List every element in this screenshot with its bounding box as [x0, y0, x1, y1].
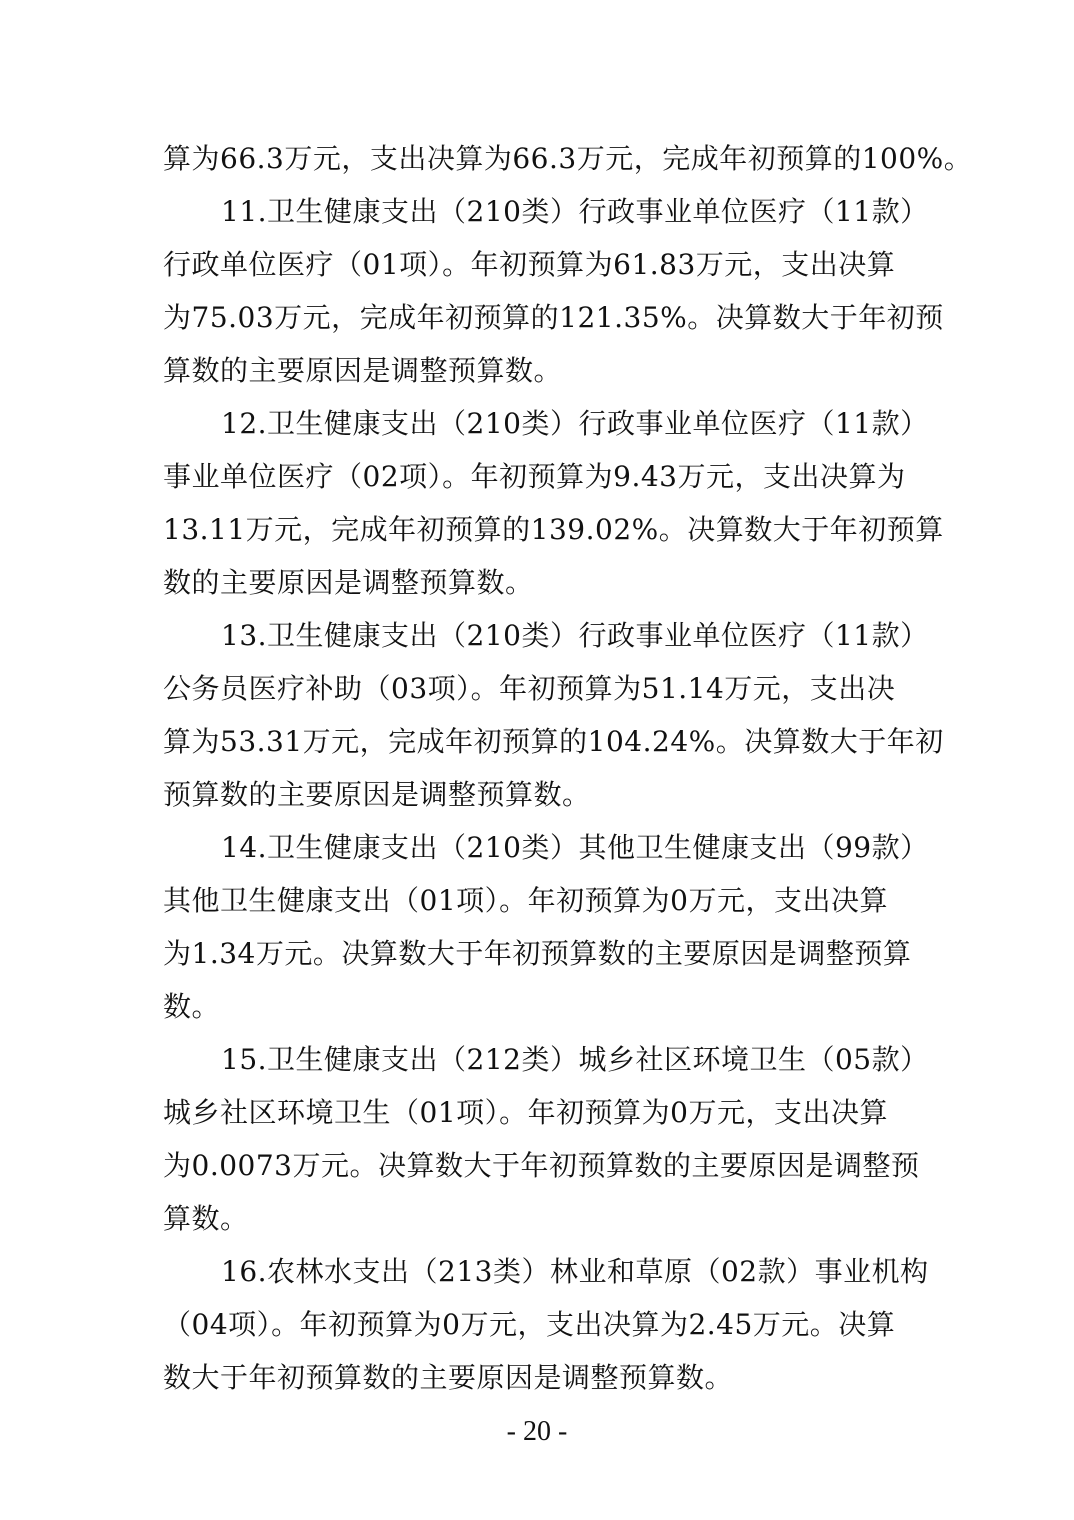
text-line: 为0.0073万元。决算数大于年初预算数的主要原因是调整预 — [163, 1149, 920, 1182]
text-line: 数大于年初预算数的主要原因是调整预算数。 — [163, 1361, 734, 1394]
item-12-heading: 12.卫生健康支出（210类）行政事业单位医疗（11款） — [221, 407, 929, 440]
text-line: 13.11万元，完成年初预算的139.02%。决算数大于年初预算 — [163, 513, 944, 546]
text-line: 算为53.31万元，完成年初预算的104.24%。决算数大于年初 — [163, 725, 944, 758]
text-line: 预算数的主要原因是调整预算数。 — [163, 778, 591, 811]
text-line: 数。 — [163, 990, 221, 1023]
text-line: 算数的主要原因是调整预算数。 — [163, 354, 563, 387]
item-16-heading: 16.农林水支出（213类）林业和草原（02款）事业机构 — [221, 1255, 929, 1288]
text-line: 城乡社区环境卫生（01项）。年初预算为0万元，支出决算 — [163, 1096, 888, 1129]
text-line: 其他卫生健康支出（01项）。年初预算为0万元，支出决算 — [163, 884, 888, 917]
text-line: 算数。 — [163, 1202, 249, 1235]
page-number: - 20 - — [506, 1416, 568, 1447]
text-line: 为75.03万元，完成年初预算的121.35%。决算数大于年初预 — [163, 301, 944, 334]
text-line: 为1.34万元。决算数大于年初预算数的主要原因是调整预算 — [163, 937, 912, 970]
text-line: 公务员医疗补助（03项）。年初预算为51.14万元，支出决 — [163, 672, 896, 705]
text-line: 事业单位医疗（02项）。年初预算为9.43万元，支出决算为 — [163, 460, 906, 493]
text-line: 算为66.3万元，支出决算为66.3万元，完成年初预算的100%。 — [163, 142, 973, 175]
text-line: 数的主要原因是调整预算数。 — [163, 566, 534, 599]
item-15-heading: 15.卫生健康支出（212类）城乡社区环境卫生（05款） — [221, 1043, 929, 1076]
item-14-heading: 14.卫生健康支出（210类）其他卫生健康支出（99款） — [221, 831, 929, 864]
text-line: （04项）。年初预算为0万元，支出决算为2.45万元。决算 — [163, 1308, 896, 1341]
item-11-heading: 11.卫生健康支出（210类）行政事业单位医疗（11款） — [221, 195, 929, 228]
body-text — [163, 132, 973, 1404]
text-line: 行政单位医疗（01项）。年初预算为61.83万元，支出决算 — [163, 248, 896, 281]
item-13-heading: 13.卫生健康支出（210类）行政事业单位医疗（11款） — [221, 619, 929, 652]
